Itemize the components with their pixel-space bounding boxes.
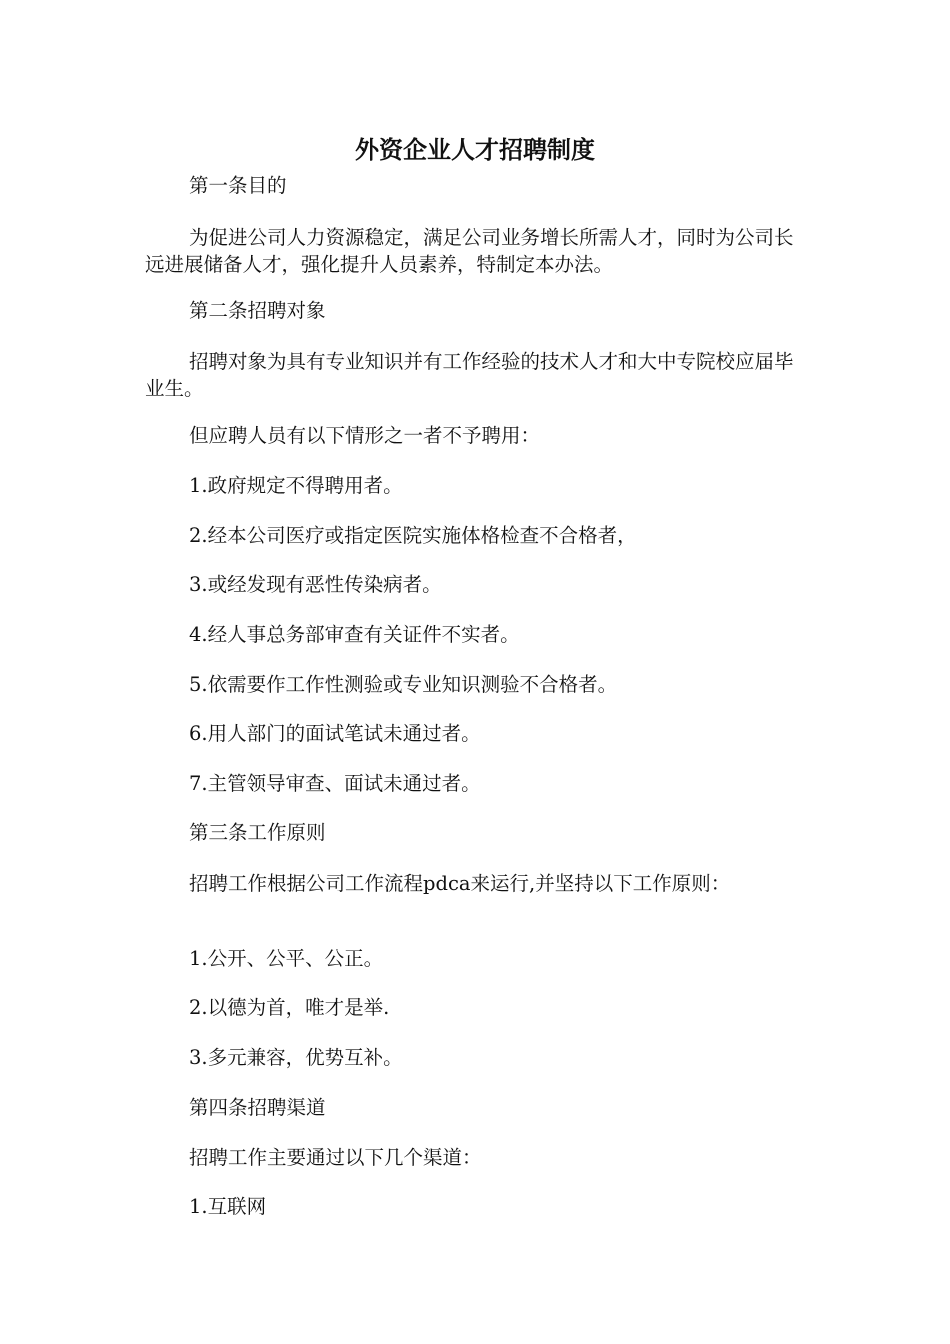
list-item: 3.多元兼容，优势互补。 [189,1046,403,1069]
document-title: 外资企业人才招聘制度 [355,136,595,164]
list-item: 6.用人部门的面试笔试未通过者。 [189,722,481,745]
list-item: 2.经本公司医疗或指定医院实施体格检查不合格者， [189,524,637,547]
article-1-paragraph: 为促进公司人力资源稳定，满足公司业务增长所需人才，同时为公司长远进展储备人才，强化提升人员素养，特制定本办法。 [145,226,794,276]
disqualification-intro: 但应聘人员有以下情形之一者不予聘用： [189,424,541,447]
article-1-heading: 第一条目的 [189,174,287,197]
list-item: 3.或经发现有恶性传染病者。 [189,573,442,596]
article-2-paragraph: 招聘对象为具有专业知识并有工作经验的技术人才和大中专院校应届毕业生。 [145,350,794,400]
list-item: 7.主管领导审查、面试未通过者。 [189,772,481,795]
list-item: 1.公开、公平、公正。 [189,947,384,970]
article-3-paragraph: 招聘工作根据公司工作流程pdca来运行,并坚持以下工作原则： [189,872,731,895]
list-item: 1.互联网 [189,1195,267,1218]
list-item: 4.经人事总务部审查有关证件不实者。 [189,623,520,646]
article-4-paragraph: 招聘工作主要通过以下几个渠道： [189,1146,482,1169]
article-3-heading: 第三条工作原则 [189,821,326,844]
list-item: 5.依需要作工作性测验或专业知识测验不合格者。 [189,673,618,696]
list-item: 1.政府规定不得聘用者。 [189,474,403,497]
article-2-heading: 第二条招聘对象 [189,299,326,322]
list-item: 2.以德为首，唯才是举. [189,996,390,1019]
article-4-heading: 第四条招聘渠道 [189,1096,326,1119]
